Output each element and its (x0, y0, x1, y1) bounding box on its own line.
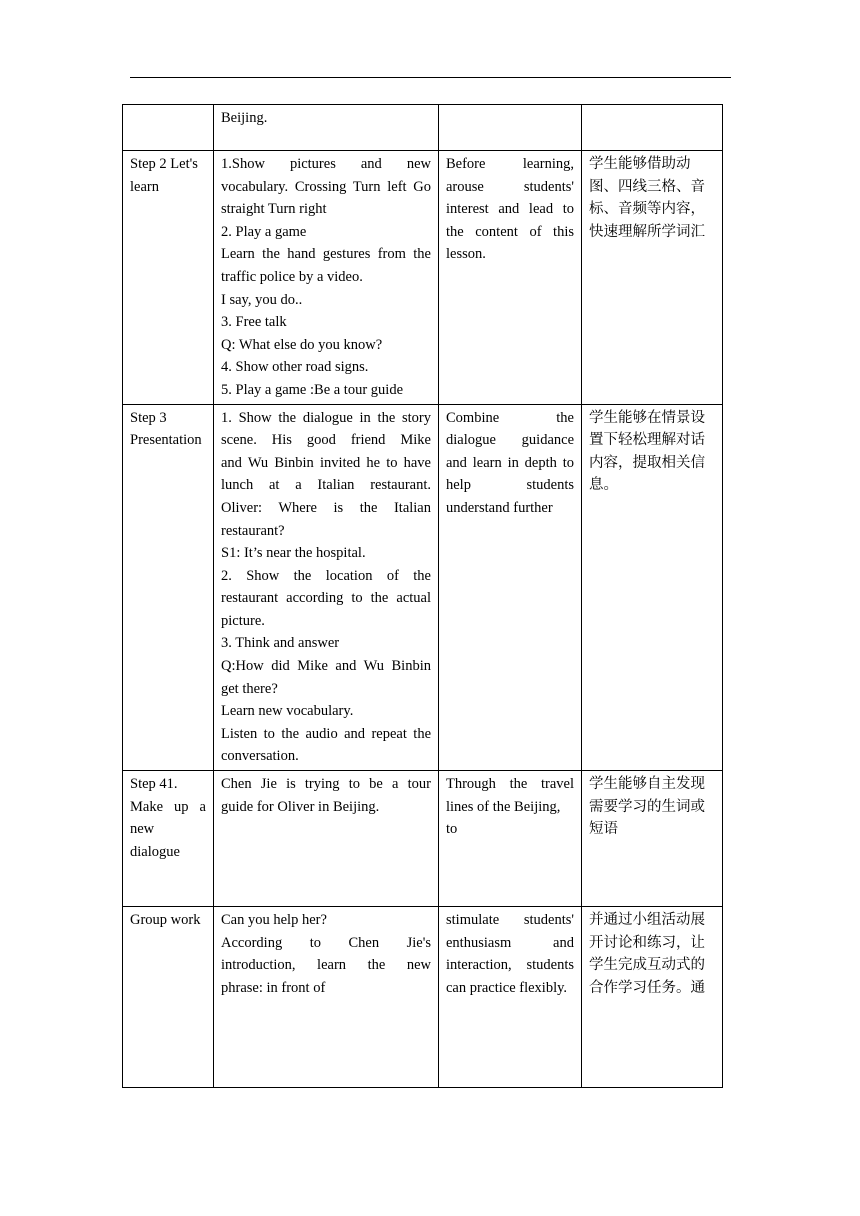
purpose-cell (439, 404, 582, 771)
cell-line: dialogue (130, 843, 180, 860)
cell-line: S1: It’s near the hospital. (221, 545, 366, 562)
cell-line: 1. Show the dialogue in the story (221, 409, 431, 426)
cell-line: 5. Play a game :Be a tour guide (221, 381, 404, 398)
cell-line: lesson. (446, 246, 486, 263)
cell-line: 短语 (589, 821, 618, 838)
cell-line: 学生能够自主发现 (589, 776, 705, 793)
header-rule (130, 77, 731, 78)
cell-line: conversation. (221, 748, 299, 765)
cell-line: scene. His good friend Mike (221, 432, 431, 449)
cell-line: learn (130, 178, 159, 195)
step-cell (123, 404, 214, 771)
zh-note-cell (582, 105, 723, 151)
cell-line: 开讨论和练习，让 (589, 934, 705, 951)
content-cell (214, 105, 439, 151)
table-row (123, 771, 723, 907)
cell-line: guide for Oliver in Beijing. (221, 798, 380, 815)
cell-line: understand further (446, 499, 553, 516)
cell-line: Chen Jie is trying to be a tour (221, 776, 431, 793)
cell-line: restaurant? (221, 522, 285, 539)
cell-line: 3. Think and answer (221, 635, 340, 652)
content-cell (214, 151, 439, 405)
step-cell (123, 907, 214, 1088)
cell-line: traffic police by a video. (221, 268, 363, 285)
cell-line: introduction, learn the new (221, 957, 431, 974)
cell-line: Step 3 (130, 409, 167, 426)
cell-line: enthusiasm and (446, 934, 574, 951)
cell-line: and learn in depth to (446, 454, 574, 471)
cell-line: Before learning, (446, 156, 574, 172)
cell-line: phrase: in front of (221, 979, 326, 996)
cell-line: get there? (221, 680, 278, 697)
cell-line: lines of the Beijing, (446, 798, 561, 815)
table-row (123, 105, 723, 151)
cell-line: 合作学习任务。通 (589, 979, 705, 996)
step-cell (123, 105, 214, 151)
step-cell (123, 151, 214, 405)
cell-line: Step 41. (130, 776, 178, 793)
cell-line: Group work (130, 912, 201, 929)
cell-line: 需要学习的生词或 (589, 798, 705, 815)
content-cell (214, 907, 439, 1088)
cell-line: Presentation (130, 432, 202, 449)
cell-line: 4. Show other road signs. (221, 359, 369, 376)
cell-line: straight Turn right (221, 201, 327, 218)
cell-line: restaurant according to the actual (221, 590, 431, 607)
zh-note-cell (582, 771, 723, 907)
cell-line: new (130, 821, 155, 838)
cell-line: 标、音频等内容， (589, 201, 705, 218)
cell-line: Q: What else do you know? (221, 336, 383, 353)
cell-line: 2. Show the location of the (221, 567, 431, 584)
cell-line: 3. Free talk (221, 314, 287, 331)
purpose-cell (439, 105, 582, 151)
cell-line: 学生能够在情景设 (589, 409, 705, 426)
table-row (123, 151, 723, 405)
cell-line: 1.Show pictures and new (221, 156, 431, 172)
cell-line: 置下轻松理解对话 (589, 432, 705, 449)
cell-line: 学生能够借助动 (589, 156, 691, 172)
cell-line: help students (446, 477, 574, 494)
cell-line: the content of this (446, 223, 574, 240)
content-cell (214, 771, 439, 907)
cell-line: Can you help her? (221, 912, 327, 929)
purpose-cell (439, 907, 582, 1088)
cell-line: 学生完成互动式的 (589, 957, 705, 974)
content-cell (214, 404, 439, 771)
table-row (123, 404, 723, 771)
cell-line: vocabulary. Crossing Turn left Go (221, 178, 431, 195)
cell-line: 并通过小组活动展 (589, 912, 705, 929)
cell-line: Q:How did Mike and Wu Binbin (221, 658, 431, 675)
cell-line: I say, you do.. (221, 291, 303, 308)
cell-line: 快速理解所学词汇 (589, 223, 705, 240)
purpose-cell (439, 151, 582, 405)
cell-line: to (446, 821, 458, 838)
cell-line: Through the travel (446, 776, 574, 793)
cell-line: picture. (221, 612, 265, 629)
cell-line: dialogue guidance (446, 432, 574, 449)
cell-line: arouse students' (446, 178, 574, 195)
zh-note-cell (582, 151, 723, 405)
cell-line: Beijing. (221, 110, 268, 126)
cell-line: 图、四线三格、音 (589, 178, 705, 195)
lesson-plan-table (122, 104, 723, 1088)
cell-line: and Wu Binbin invited he to have (221, 454, 431, 471)
cell-line: According to Chen Jie's (221, 934, 431, 951)
cell-line: can practice flexibly. (446, 979, 568, 996)
cell-line: 2. Play a game (221, 223, 307, 240)
cell-line: Step 2 Let's (130, 156, 198, 172)
cell-line: Listen to the audio and repeat the (221, 725, 431, 742)
cell-line: Make up a (130, 798, 206, 815)
cell-line: Oliver: Where is the Italian (221, 499, 431, 516)
cell-line: Learn new vocabulary. (221, 703, 354, 720)
step-cell (123, 771, 214, 907)
cell-line: interaction, students (446, 957, 574, 974)
zh-note-cell (582, 907, 723, 1088)
cell-line: 息。 (589, 477, 618, 494)
cell-line: 内容，提取相关信 (589, 454, 705, 471)
zh-note-cell (582, 404, 723, 771)
cell-line: interest and lead to (446, 201, 574, 218)
cell-line: lunch at a Italian restaurant. (221, 477, 431, 494)
purpose-cell (439, 771, 582, 907)
cell-line: stimulate students' (446, 912, 574, 929)
cell-line: Combine the (446, 409, 574, 426)
table-row (123, 907, 723, 1088)
cell-line: Learn the hand gestures from the (221, 246, 431, 263)
